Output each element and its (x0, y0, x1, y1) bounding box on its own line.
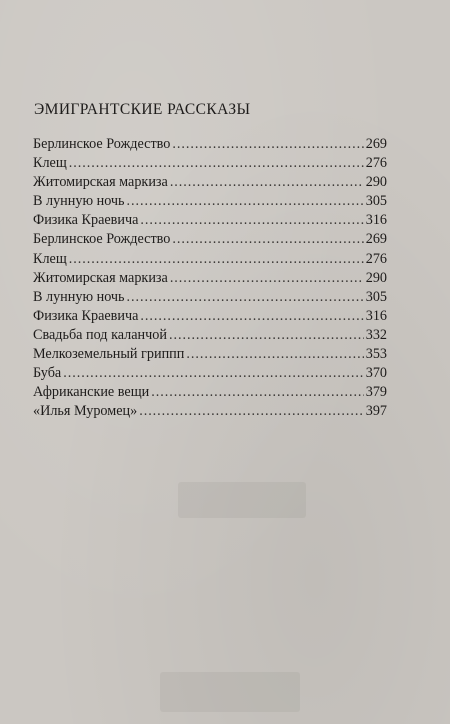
toc-entry (33, 192, 387, 211)
toc-entry-page: 316 (365, 307, 387, 324)
toc-entry-page: 305 (365, 193, 387, 210)
toc-entry-page: 290 (365, 269, 387, 286)
toc-leader-dots (172, 135, 363, 154)
toc-entry-page: 370 (365, 365, 387, 382)
show-through-barcode (160, 672, 300, 712)
toc-leader-dots (170, 173, 364, 192)
toc-entry-title: Клещ (33, 250, 67, 267)
toc-entry (33, 173, 387, 192)
toc-entry (33, 364, 387, 383)
toc-entry-title: Физика Краевича (33, 212, 139, 229)
toc-entry (33, 383, 387, 402)
toc-entry (33, 288, 387, 307)
toc-entry-title: Африканские вещи (33, 384, 150, 401)
toc-entry-title: «Илья Муромец» (33, 403, 138, 420)
table-of-contents (33, 135, 387, 421)
toc-entry (33, 326, 387, 345)
toc-entry-title: Мелкоземельный гриппп (33, 346, 185, 363)
toc-entry-title: Буба (33, 365, 62, 382)
toc-entry (33, 211, 387, 230)
toc-entry-title: Физика Краевича (33, 307, 139, 324)
toc-entry-page: 276 (365, 155, 387, 172)
toc-leader-dots (139, 402, 364, 421)
toc-entry-title: Свадьба под каланчой (33, 326, 167, 343)
toc-entry-title: Клещ (33, 155, 67, 172)
toc-entry-page: 305 (365, 288, 387, 305)
toc-entry-page: 276 (365, 250, 387, 267)
toc-entry (33, 269, 387, 288)
toc-entry (33, 307, 387, 326)
toc-entry-title: В лунную ночь (33, 193, 125, 210)
toc-entry-page: 353 (365, 346, 387, 363)
toc-entry (33, 135, 387, 154)
toc-entry-title: Берлинское Рождество (33, 231, 171, 248)
toc-leader-dots (69, 250, 364, 269)
toc-entry (33, 345, 387, 364)
toc-leader-dots (170, 269, 364, 288)
toc-entry-page: 332 (365, 326, 387, 343)
toc-leader-dots (172, 230, 363, 249)
toc-entry-page: 316 (365, 212, 387, 229)
toc-entry (33, 230, 387, 249)
toc-entry (33, 154, 387, 173)
toc-entry (33, 402, 387, 421)
toc-entry-title: В лунную ночь (33, 288, 125, 305)
toc-entry-title: Житомирская маркиза (33, 174, 168, 191)
toc-entry (33, 250, 387, 269)
toc-leader-dots (127, 192, 364, 211)
toc-leader-dots (140, 307, 363, 326)
toc-entry-page: 290 (365, 174, 387, 191)
show-through-logo (178, 482, 306, 518)
toc-entry-page: 269 (365, 231, 387, 248)
toc-leader-dots (151, 383, 364, 402)
toc-entry-page: 379 (365, 384, 387, 401)
toc-entry-title: Житомирская маркиза (33, 269, 168, 286)
toc-leader-dots (169, 326, 364, 345)
toc-entry-page: 397 (365, 403, 387, 420)
toc-leader-dots (140, 211, 363, 230)
toc-entry-page: 269 (365, 136, 387, 152)
toc-leader-dots (127, 288, 364, 307)
toc-leader-dots (63, 364, 364, 383)
toc-entry-title: Берлинское Рождество (33, 136, 171, 152)
toc-leader-dots (186, 345, 363, 364)
section-title: ЭМИГРАНТСКИЕ РАССКАЗЫ (34, 101, 251, 118)
toc-leader-dots (69, 154, 364, 173)
